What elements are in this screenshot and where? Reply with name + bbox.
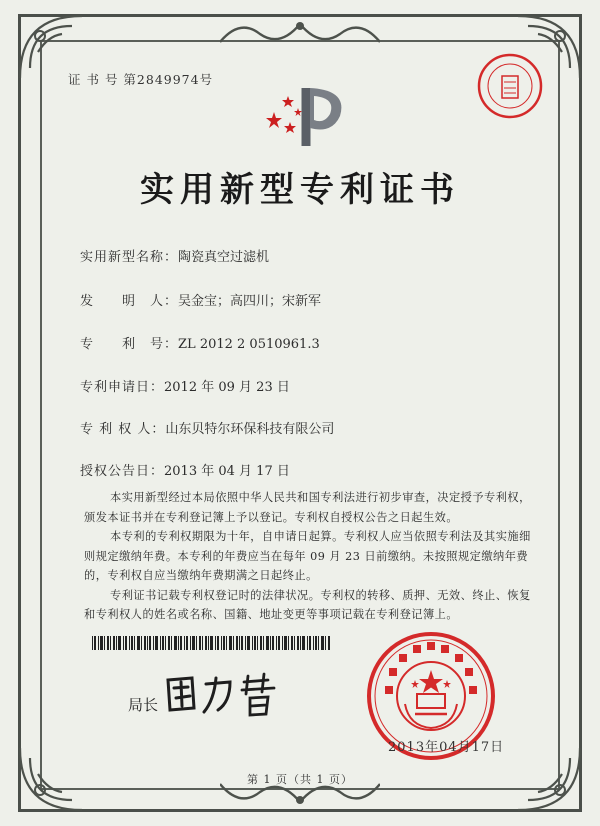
certificate-body bbox=[84, 488, 536, 625]
field-label: 专利申请日： bbox=[80, 380, 165, 395]
body-paragraph: 本专利的专利权期限为十年，自申请日起算。专利权人应当依照专利法及其实施细则规定缴纳年费。本专利的年费应当在每年 09 月 23 日前缴纳。未按照规定缴纳年费的，专利权自应当缴纳年费期满之日起终止。 bbox=[84, 530, 531, 582]
field-value: 2013 年 04 月 17 日 bbox=[164, 464, 290, 479]
field-value: 吴金宝；高四川；宋新军 bbox=[178, 294, 322, 309]
red-stamp-icon bbox=[476, 52, 544, 120]
body-paragraph: 专利证书记载专利权登记时的法律状况。专利权的转移、质押、无效、终止、恢复和专利权人的姓名或名称、国籍、地址变更等事项记载在专利登记簿上。 bbox=[84, 588, 531, 621]
body-paragraph: 本实用新型经过本局依照中华人民共和国专利法进行初步审查，决定授予专利权，颁发本证书并在专利登记簿上予以登记。专利权自授权公告之日起生效。 bbox=[84, 491, 531, 524]
field-filing-date bbox=[80, 376, 290, 395]
field-label: 授权公告日： bbox=[80, 464, 165, 479]
field-patentee bbox=[80, 418, 334, 437]
field-label: 发 明 人： bbox=[80, 294, 179, 309]
seal-date: 2013年04月17日 bbox=[388, 740, 505, 755]
certificate-title: 实用新型专利证书 bbox=[140, 170, 460, 210]
certificate-number: 证 书 号 第2849974号 bbox=[68, 72, 214, 87]
field-utility-model-name bbox=[80, 246, 269, 265]
field-label: 专 利 权 人： bbox=[80, 422, 166, 437]
field-value: 2012 年 09 月 23 日 bbox=[164, 380, 290, 395]
top-ornament bbox=[220, 14, 380, 48]
field-label: 实用新型名称： bbox=[80, 250, 179, 265]
field-value: ZL 2012 2 0510961.3 bbox=[178, 337, 320, 352]
field-value: 山东贝特尔环保科技有限公司 bbox=[165, 422, 335, 437]
page-number: 第 1 页（共 1 页） bbox=[247, 773, 353, 786]
field-inventors bbox=[80, 290, 321, 309]
director-signature bbox=[160, 670, 288, 718]
field-label: 专 利 号： bbox=[80, 337, 179, 352]
barcode bbox=[92, 636, 332, 650]
field-value: 陶瓷真空过滤机 bbox=[178, 250, 270, 265]
field-grant-date bbox=[80, 460, 290, 479]
patent-office-logo-icon bbox=[262, 82, 352, 152]
field-patent-number bbox=[80, 333, 320, 352]
director-label: 局长 bbox=[128, 696, 159, 714]
